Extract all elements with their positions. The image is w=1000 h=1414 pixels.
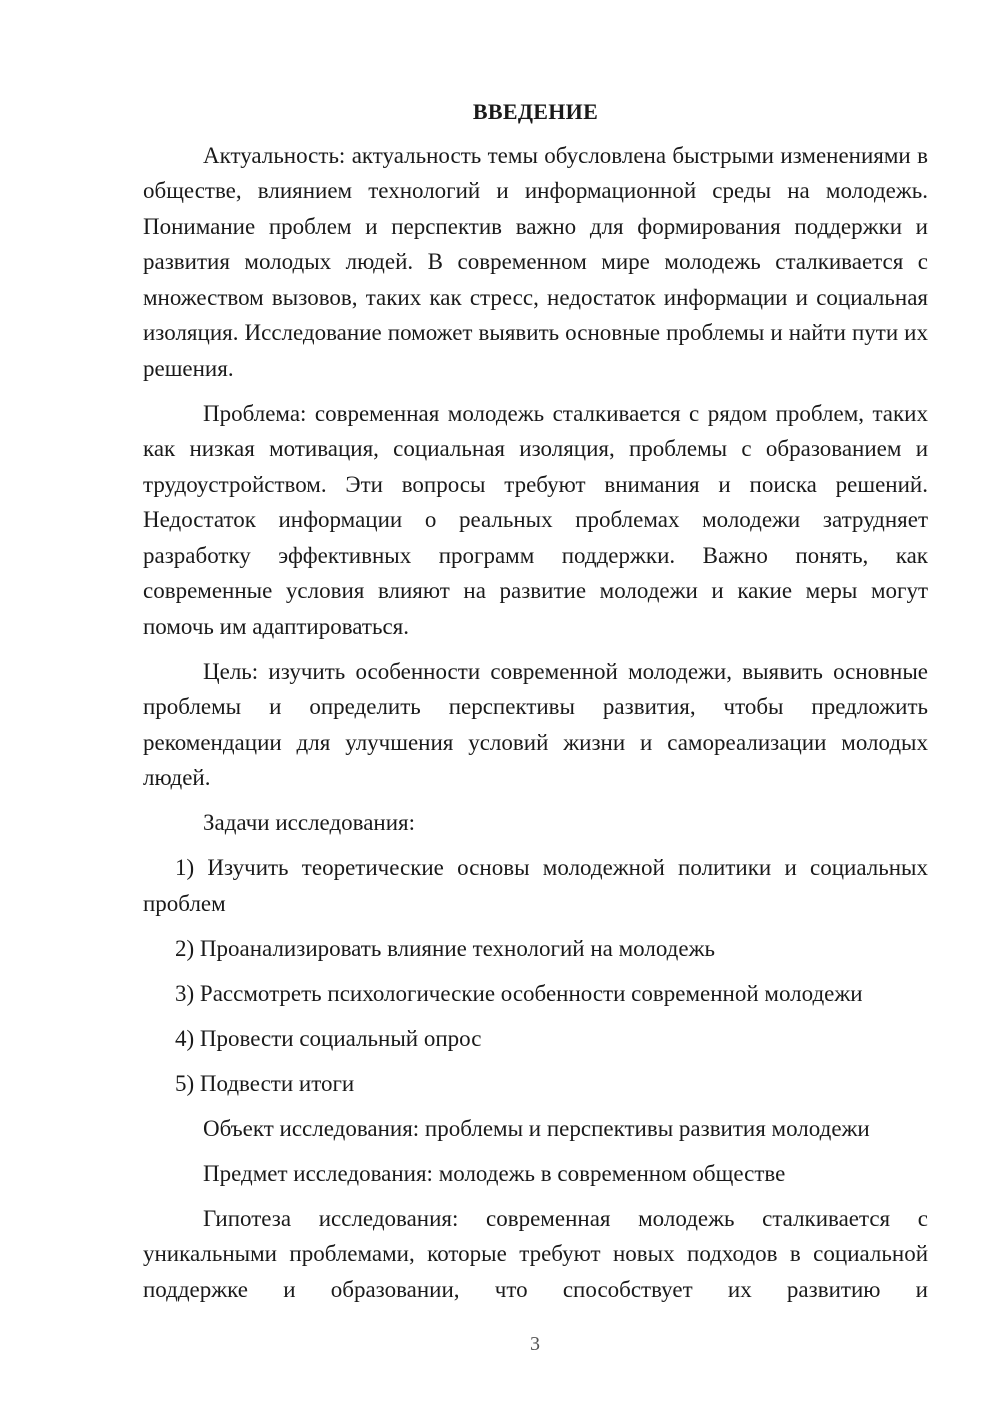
research-subject: Предмет исследования: молодежь в современном обществе [203,1160,786,1186]
task-item-2: 2) Проанализировать влияние технологий на молодежь [175,935,715,961]
hypothesis-paragraph: Гипотеза исследования: современная молодежь сталкивается с уникальными проблемами, которые требуют новых подходов в социальной поддержке и образовании, что способствует их развитию и [143,1205,928,1302]
task-item-5: 5) Подвести итоги [175,1070,355,1096]
page-number: 3 [530,1333,540,1355]
relevance-paragraph: Актуальность: актуальность темы обусловлена быстрыми изменениями в обществе, влиянием технологий и информационной среды на молодежь. Понимание проблем и перспектив важно для формирования поддержки и развития молодых людей. В современном мире молодежь сталкивается с множеством вызовов, таких как стресс, недостаток информации и социальная изоляция. Исследование поможет выявить основные проблемы и найти пути их решения. [143,142,928,381]
task-item-4: 4) Провести социальный опрос [175,1025,482,1051]
section-title: ВВЕДЕНИЕ [472,99,599,124]
problem-paragraph: Проблема: современная молодежь сталкивается с рядом проблем, таких как низкая мотивация, социальная изоляция, проблемы с образованием и трудоустройством. Эти вопросы требуют внимания и поиска решений. Недостаток информации о реальных проблемах молодежи затрудняет разработку эффективных программ поддержки. Важно понять, как современные условия влияют на развитие молодежи и какие меры могут помочь им адаптироваться. [143,400,928,639]
task-item-1: 1) Изучить теоретические основы молодежной политики и социальных проблем [143,855,928,916]
tasks-heading: Задачи исследования: [203,810,416,835]
goal-paragraph: Цель: изучить особенности современной молодежи, выявить основные проблемы и определить перспективы развития, чтобы предложить рекомендации для улучшения условий жизни и самореализации молодых людей. [143,658,928,790]
task-item-3: 3) Рассмотреть психологические особенности современной молодежи [175,980,863,1006]
research-object: Объект исследования: проблемы и перспективы развития молодежи [203,1115,870,1141]
page-content [143,94,928,1317]
